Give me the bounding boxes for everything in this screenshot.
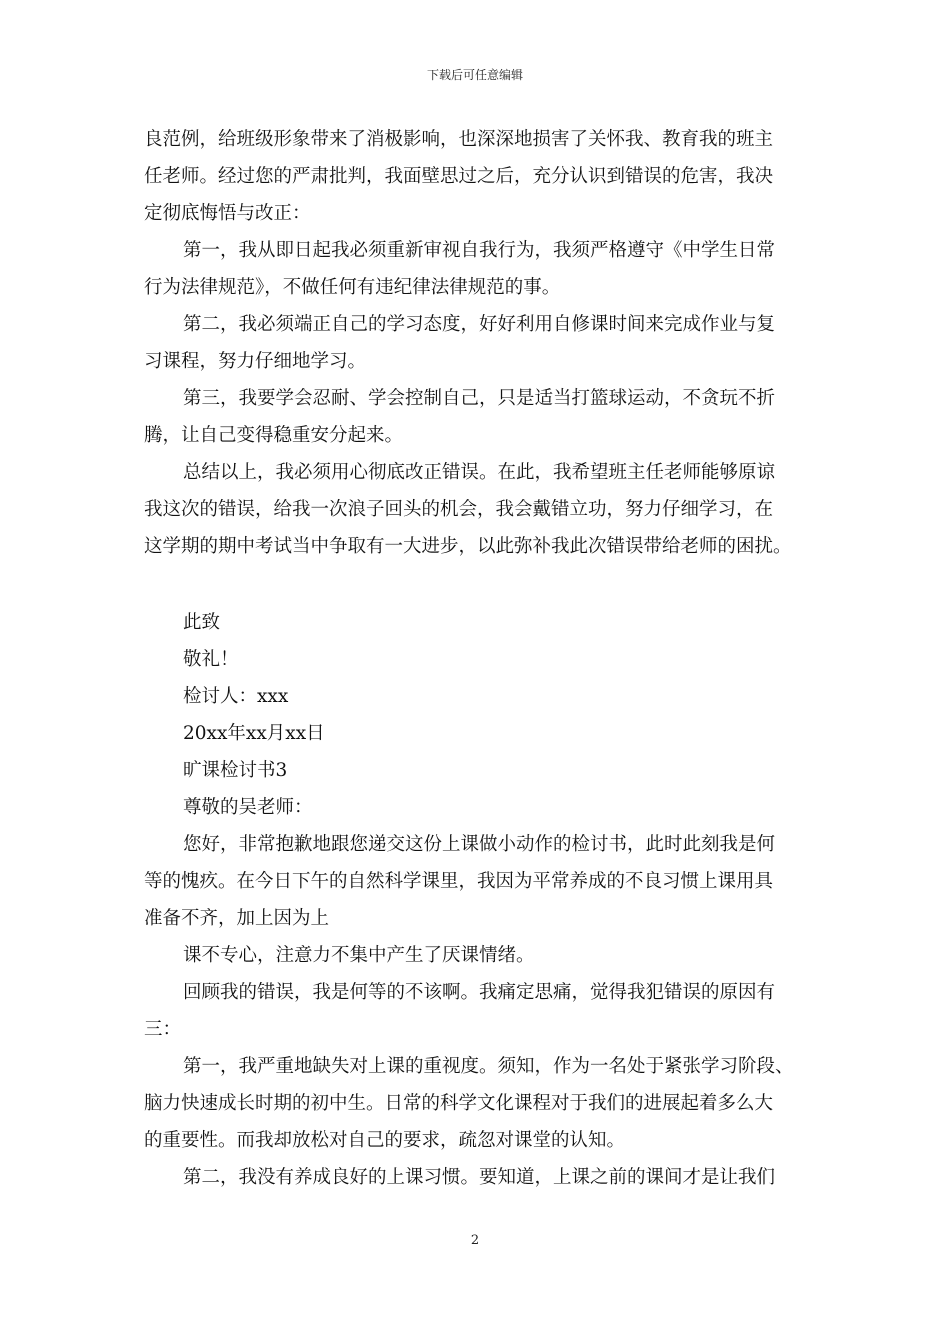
signature-line: 检讨人：xxx xyxy=(183,686,289,707)
body-line-10: 总结以上，我必须用心彻底改正错误。在此，我希望班主任老师能够原谅 xyxy=(183,462,776,483)
body-line-20: 脑力快速成长时期的初中生。日常的科学文化课程对于我们的进展起着多么大 xyxy=(144,1093,774,1114)
body-line-9: 腾，让自己变得稳重安分起来。 xyxy=(144,425,404,446)
closing-regards: 敬礼！ xyxy=(183,649,239,670)
closing-salutation: 此致 xyxy=(183,612,221,633)
body-line-7: 习课程，努力仔细地学习。 xyxy=(144,351,367,372)
body-line-12: 这学期的期中考试当中争取有一大进步，以此弥补我此次错误带给老师的困扰。 xyxy=(144,536,792,557)
section-title: 旷课检讨书3 xyxy=(183,760,288,781)
body-line-2: 任老师。经过您的严肃批判，我面壁思过之后，充分认识到错误的危害，我决 xyxy=(144,166,774,187)
body-line-5: 行为法律规范》，不做任何有违纪律法律规范的事。 xyxy=(144,277,561,298)
body-line-22: 第二，我没有养成良好的上课习惯。要知道，上课之前的课间才是让我们 xyxy=(183,1167,776,1188)
body-line-8: 第三，我要学会忍耐、学会控制自己，只是适当打篮球运动，不贪玩不折 xyxy=(183,388,776,409)
body-line-15: 准备不齐，加上因为上 xyxy=(144,908,330,929)
body-line-3: 定彻底悔悟与改正： xyxy=(144,203,311,224)
letter-greeting: 尊敬的吴老师： xyxy=(183,797,313,818)
date-line: 20xx年xx月xx日 xyxy=(183,723,325,744)
page-number: 2 xyxy=(470,1233,480,1248)
body-line-17: 回顾我的错误，我是何等的不该啊。我痛定思痛，觉得我犯错误的原因有 xyxy=(183,982,776,1003)
body-line-18: 三： xyxy=(144,1019,182,1040)
body-line-4: 第一，我从即日起我必须重新审视自我行为，我须严格遵守《中学生日常 xyxy=(183,240,776,261)
page-header: 下载后可任意编辑 xyxy=(426,68,523,82)
body-line-21: 的重要性。而我却放松对自己的要求，疏忽对课堂的认知。 xyxy=(144,1130,626,1151)
body-line-11: 我这次的错误，给我一次浪子回头的机会，我会戴错立功，努力仔细学习，在 xyxy=(144,499,774,520)
body-line-13: 您好，非常抱歉地跟您递交这份上课做小动作的检讨书，此时此刻我是何 xyxy=(183,834,776,855)
body-line-19: 第一，我严重地缺失对上课的重视度。须知，作为一名处于紧张学习阶段、 xyxy=(183,1056,794,1077)
body-line-16: 课不专心，注意力不集中产生了厌课情绪。 xyxy=(183,945,535,966)
body-line-14: 等的愧疚。在今日下午的自然科学课里，我因为平常养成的不良习惯上课用具 xyxy=(144,871,774,892)
body-line-6: 第二，我必须端正自己的学习态度，好好利用自修课时间来完成作业与复 xyxy=(183,314,776,335)
body-line-1: 良范例，给班级形象带来了消极影响，也深深地损害了关怀我、教育我的班主 xyxy=(144,129,774,150)
